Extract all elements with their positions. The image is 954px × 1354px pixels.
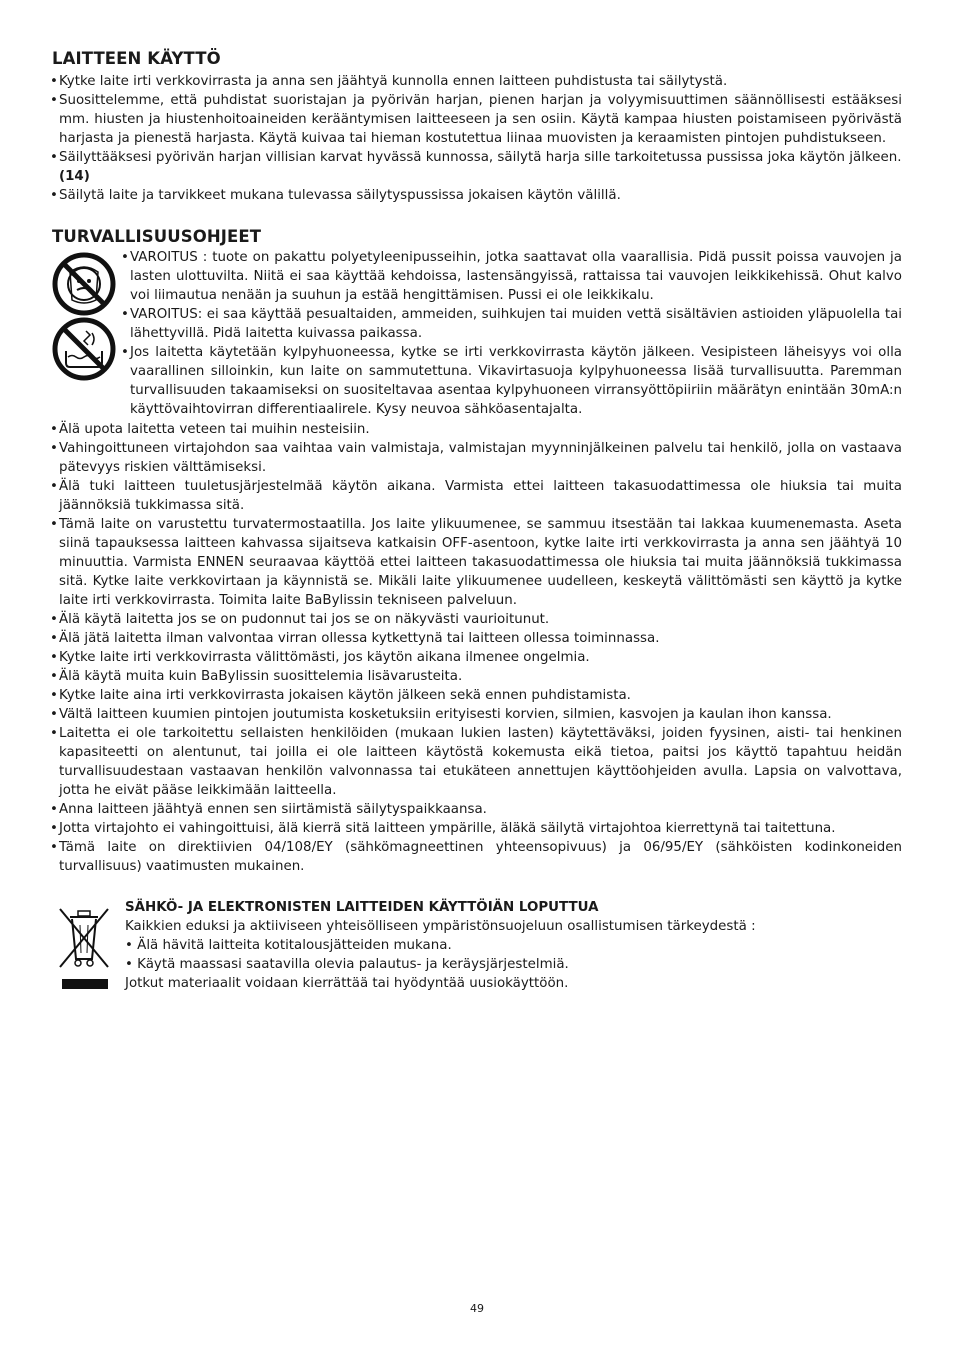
list-item: • Jotta virtajohto ei vahingoittuisi, älä kierrä sitä laitteen ympärille, äläkä säilytä virtajohtoa kierrettynä tai taitettuna. [50,819,902,838]
list-item: • Tämä laite on direktiivien 04/108/EY (sähkömagneettinen yhteensopivuus) ja 06/95/EY (sähköisten kodinkoneiden turvallisuus) vaatimusten mukainen. [50,838,902,876]
list-item: • VAROITUS: ei saa käyttää pesualtaiden, ammeiden, suihkujen tai muiden vettä sisältävien astioiden yläpuolella tai lähettyvillä. Pidä laitetta kuivassa paikassa. [121,305,902,343]
safety-icon-list [121,248,902,419]
list-item: • Älä upota laitetta veteen tai muihin nesteisiin. [50,420,902,439]
list-item: • Kytke laite aina irti verkkovirrasta jokaisen käytön jälkeen sekä ennen puhdistamista. [50,686,902,705]
list-item: • Anna laitteen jäähtyä ennen sen siirtämistä säilytyspaikkaansa. [50,800,902,819]
list-item: • Kytke laite irti verkkovirrasta ja anna sen jäähtyä kunnolla ennen laitteen puhdistusta tai säilytystä. [50,72,902,91]
weee-intro: Kaikkien eduksi ja aktiiviseen yhteisölliseen ympäristönsuojeluun osallistumisen tärkeydestä : [125,919,756,934]
list-item: • Tämä laite on varustettu turvatermostaatilla. Jos laite ylikuumenee, se sammuu itsestään tai lakkaa kuumenemasta. Aseta siinä tapauksessa laitteen kahvassa sijaitseva katkaisin OFF-asentoon, kytke laite irti verkkovirrasta ja anna sen jäähtyä 10 minuuttia. Varmista ENNEN seuraavaa käyttöä ettei laitteen takasuodattimessa ole hiuksia tai muita jäännöksiä tukkimassa sitä. Kytke laite verkkovirtaan ja käynnistä se. Mikäli laite ylikuumenee uudelleen, keskeytä välittömästi sen käyttö ja kytke laite irti verkkovirrasta. Toimita laite BaBylissin tekniseen palveluun. [50,515,902,610]
section-heading-usage: LAITTEEN KÄYTTÖ [52,49,221,68]
safety-list [50,420,902,876]
crossed-bin-icon [56,905,112,991]
list-item: • Jos laitetta käytetään kylpyhuoneessa, kytke se irti verkkovirrasta käytön jälkeen. Vesipisteen läheisyys voi olla vaarallinen silloinkin, kun laite on sammutettuna. Vikavirtasuoja kylpyhuoneessa lisää turvallisuutta. Paremman turvallisuuden takaamiseksi on suositeltavaa asentaa kylpyhuoneen virransyöttöpiiriin määrätyn enintään 30mA:n käyttövaihtovirran differentiaalirele. Kysy neuvoa sähköasentajalta. [121,343,902,419]
weee-bullet: • Älä hävitä laitteita kotitalousjätteiden mukana. [125,938,452,953]
weee-bullet: • Käytä maassasi saatavilla olevia palautus- ja keräysjärjestelmiä. [125,957,569,972]
no-plastic-bag-icon [52,252,116,316]
page-number: 49 [470,1302,484,1315]
weee-outro: Jotkut materiaalit voidaan kierrättää tai hyödyntää uusiokäyttöön. [125,976,569,991]
list-item: • Vältä laitteen kuumien pintojen joutumista kosketuksiin erityisesti korvien, silmien, kasvojen ja kaulan ihon kanssa. [50,705,902,724]
list-item: • Älä käytä muita kuin BaBylissin suosittelemia lisävarusteita. [50,667,902,686]
list-item: • Vahingoittuneen virtajohdon saa vaihtaa vain valmistaja, valmistajan myynninjälkeinen palvelu tai henkilö, jolla on vastaava pätevyys riskien välttämiseksi. [50,439,902,477]
list-item: • Kytke laite irti verkkovirrasta välittömästi, jos käytön aikana ilmenee ongelmia. [50,648,902,667]
no-water-bath-icon [52,317,116,381]
list-item: • VAROITUS : tuote on pakattu polyetyleenipusseihin, jotka saattavat olla vaarallisia. Pidä pussit poissa vauvojen ja lasten ulottuvilta. Niitä ei saa käyttää kehdoissa, lastensängyissä, rattaissa tai vauvojen leikkikehissä. Ohut kalvo voi liimautua nenään ja suuhun ja estää hengittämisen. Pussi ei ole leikkikalu. [121,248,902,305]
figure-reference: (14) [59,169,90,184]
list-item: • Suosittelemme, että puhdistat suoristajan ja pyörivän harjan, pienen harjan ja volyymisuuttimen säännöllisesti estääksesi mm. hiusten ja hiustenhoitoaineiden kerääntymisen laitteeseen ja sen osiin. Käytä kampaa hiusten poistamiseen pyörivästä harjasta ja pienestä harjasta. Käytä kuivaa tai hieman kostutettua liinaa muovisten ja keraamisten pintojen puhdistukseen. [50,91,902,148]
weee-title: SÄHKÖ- JA ELEKTRONISTEN LAITTEIDEN KÄYTTÖIÄN LOPUTTUA [125,900,599,915]
list-item: • Säilyttääksesi pyörivän harjan villisian karvat hyvässä kunnossa, säilytä harja sille tarkoitetussa pussissa joka käytön jälkeen. (14) [50,148,902,186]
weee-text [125,917,885,993]
usage-list [50,72,902,205]
list-item: • Laitetta ei ole tarkoitettu sellaisten henkilöiden (mukaan lukien lasten) käytettäväksi, joiden fyysinen, aisti- tai henkinen kapasiteetti on alentunut, tai joilla ei ole laitteen käytöstä kokemusta eikä tietoa, paitsi jos käyttö tapahtuu heidän turvallisuudestaan vastaavan henkilön valvonnassa tai etukäteen annettujen käyttöohjeiden avulla. Lapsia on valvottava, jotta he eivät pääse leikkimään laitteella. [50,724,902,800]
list-item: • Säilytä laite ja tarvikkeet mukana tulevassa säilytyspussissa jokaisen käytön välillä. [50,186,902,205]
list-item: • Älä jätä laitetta ilman valvontaa virran ollessa kytkettynä tai laitteen ollessa toiminnassa. [50,629,902,648]
list-item: • Älä tuki laitteen tuuletusjärjestelmää käytön aikana. Varmista ettei laitteen takasuodattimessa ole hiuksia tai muita jäännöksiä tukkimassa sitä. [50,477,902,515]
list-item: • Älä käytä laitetta jos se on pudonnut tai jos se on näkyvästi vaurioitunut. [50,610,902,629]
section-heading-safety: TURVALLISUUSOHJEET [52,227,262,246]
